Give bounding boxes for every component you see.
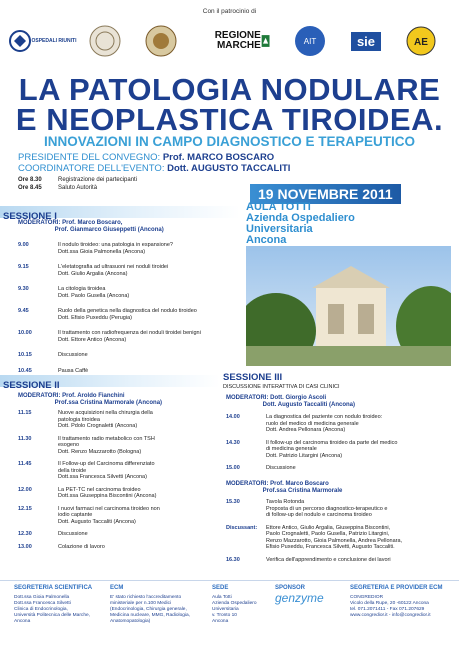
session-2-program [18,410,218,555]
coordinator-label: COORDINATORE DELL'EVENTO: [18,163,165,174]
session-3 [223,372,453,390]
session-2-moderators: MODERATORI: Prof. Aroldo Fianchini Prof.ssa Cristina Marmorale (Ancona) [18,393,163,406]
ae-logo-text: AE [414,37,428,48]
session-3-sublabel: DISCUSSIONE INTERATTIVA DI CASI CLINICI [223,384,340,390]
ae-logo [404,22,438,60]
ait-logo [292,22,328,60]
ait-logo-text: AIT [303,37,317,46]
title-line-1: LA PATOLOGIA NODULARE [18,72,441,107]
event-date: 19 NOVEMBRE 2011 [250,184,401,204]
session-1-header: SESSIONE I [0,206,240,218]
opening-times [18,176,137,192]
seal-logo-1 [88,22,122,60]
genzyme-logo: genzyme [275,591,324,605]
session-3-moderators: MODERATORI: Dott. Giorgio Ascoli Dott. Augusto Taccaliti (Ancona) [226,395,356,408]
footer-venue: SEDE Aula Totti Azienda Ospedaliero Universitaria v. Tronto 10 Ancona [212,585,257,624]
program-row: 11.45 Il Follow-up del Carcinoma differenziato della tiroide Dott.ssa Francesca Silvetti (Ancona) [18,461,155,480]
sie-logo: sie [346,22,386,60]
program-row: 9.30 La citologia tiroidea Dott. Paolo Gusella (Ancona) [18,286,130,299]
footer-ecm: ECM E' stato richiesto l'accreditamento ministeriale per n.100 Medici (Endocrinologia, Chirurgia generale, Medicina nucleare, MMG, Radiologia, Anatomopatologia) [110,585,190,624]
program-row: 10.45 Pausa Caffè [18,367,89,374]
program-row: 9.15 L'eletatografia ad ultrasuoni nei noduli tiroidei Dott. Giulio Argalia (Ancona) [18,264,169,277]
president-name: Prof. MARCO BOSCARO [162,152,275,163]
program-row: 13.00 Colazione di lavoro [18,543,105,550]
program-row: 11.15 Nuove acquisizioni nella chirurgia della patologia tiroidea Dott. Pdolo Crognaletti (Ancona) [18,410,153,429]
session-2 [0,375,220,391]
session-3-program-2 [226,499,451,568]
program-row: 10.15 Discussione [18,352,88,358]
program-row: 9.45 Ruolo della genetica nella diagnostica del nodulo tiroideo Dott. Efisio Puxeddu (Perugia) [18,308,197,321]
session-2-header: SESSIONE II [0,375,220,387]
program-row: 15.00 Discussione [226,465,296,471]
program-row: 10.00 Il trattamento con radiofrequenza dei noduli tiroidei benigni Dott. Ettore Antico (Ancona) [18,330,201,343]
title-line-2: E NEOPLASTICA TIROIDEA. [15,102,444,137]
opening-row: Ore 8.30 Registrazione dei partecipanti [18,177,138,183]
logo-strip [8,22,453,62]
program-row: 11.30 Il trattamento radio metabolico con TSH esogeno Dott. Renzo Mazzarotto (Bologna) [18,435,155,455]
program-row: 12.00 La PET-TC nel carcinoma tiroideo Dott.ssa Giuseppina Biscontini (Ancona) [18,486,157,499]
subtitle: INNOVAZIONI IN CAMPO DIAGNOSTICO E TERAPEUTICO [43,134,415,149]
footer-sponsor: SPONSOR genzyme [275,585,345,601]
footer [0,580,459,664]
session-3-program [226,414,451,478]
program-row: Discussant: Ettore Antico, Giulio Argalia, Giuseppina Biscontini, Paolo Crognaletti, Paolo Gusella, Patrizio Litargini, Renzo Mazzarotto, Gioia Palmonella, Andrea Pellonara, Efisio Puxeddu, Francesca Silvetti, Augusto Taccaliti. [226,524,403,550]
session-1 [0,206,240,222]
footer-scientific: SEGRETERIA SCIENTIFICA Dott.ssa Gioia Palmonella Dott.ssa Francesca Silvetti Clinica di Endocrinologia, Università Politecnica delle Marche, Ancona [14,585,93,624]
program-row: 15.30 Tavola Rotonda Proposta di un percorso diagnostico-terapeutico e di follow-up del nodulo e carcinoma tiroideo [226,499,388,518]
seal-logo-2 [144,22,178,60]
session-1-moderators: MODERATORI: Prof. Marco Boscaro, Prof. Gianmarco Giuseppetti (Ancona) [18,220,164,233]
president-label: PRESIDENTE DEL CONVEGNO: [18,152,161,163]
session-3-header: SESSIONE III [223,372,283,383]
program-row: 14.30 Il follow-up del carcinoma tiroideo da parte del medico di medicina generale Dott. Patrizio Litargini (Ancona) [226,439,398,459]
opening-row: Ore 8.45 Saluto Autorità [18,185,98,191]
session-1-program [18,242,243,379]
program-row: 12.30 Discussione [18,531,88,537]
president-block [18,152,290,174]
program-row: 16.30 Verifica dell'apprendimento e conclusione dei lavori [226,556,391,563]
patronage-label: Con il patrocinio di [202,8,257,15]
session-3-moderators-2: MODERATORI: Prof. Marco Boscaro Prof.ssa Cristina Marmorale [226,481,343,494]
footer-provider: SEGRETERIA E PROVIDER ECM CONGREDIOR Vicolo della Rupe, 20 -60122 Ancona tel. 071.2071411 - Fax 071.207629 www.congredior.it - info@congredior.it [350,585,443,618]
program-row: 9.00 Il nodulo tiroideo: una patologia in espansione? Dott.ssa Gioia Palmonella (Ancona) [18,242,173,255]
program-row: 12.15 I nuovi farmaci nel carcinoma tiroideo non iodio captante Dott. Augusto Taccaliti (Ancona) [18,505,160,525]
ospedali-riuniti-logo: OSPEDALI RIUNITI [8,22,78,60]
venue-block: AULA TOTTI Azienda Ospedaliero Universitaria Ancona [246,201,355,246]
venue-photo [246,246,451,366]
regione-marche-logo: REGIONE MARCHE [200,22,270,60]
coordinator-name: Dott. AUGUSTO TACCALITI [167,163,291,174]
program-row: 14.00 La diagnostica del paziente con nodulo tiroideo: ruolo del medico di medicina generale Dott. Andrea Pellonara (Ancona) [226,414,383,433]
